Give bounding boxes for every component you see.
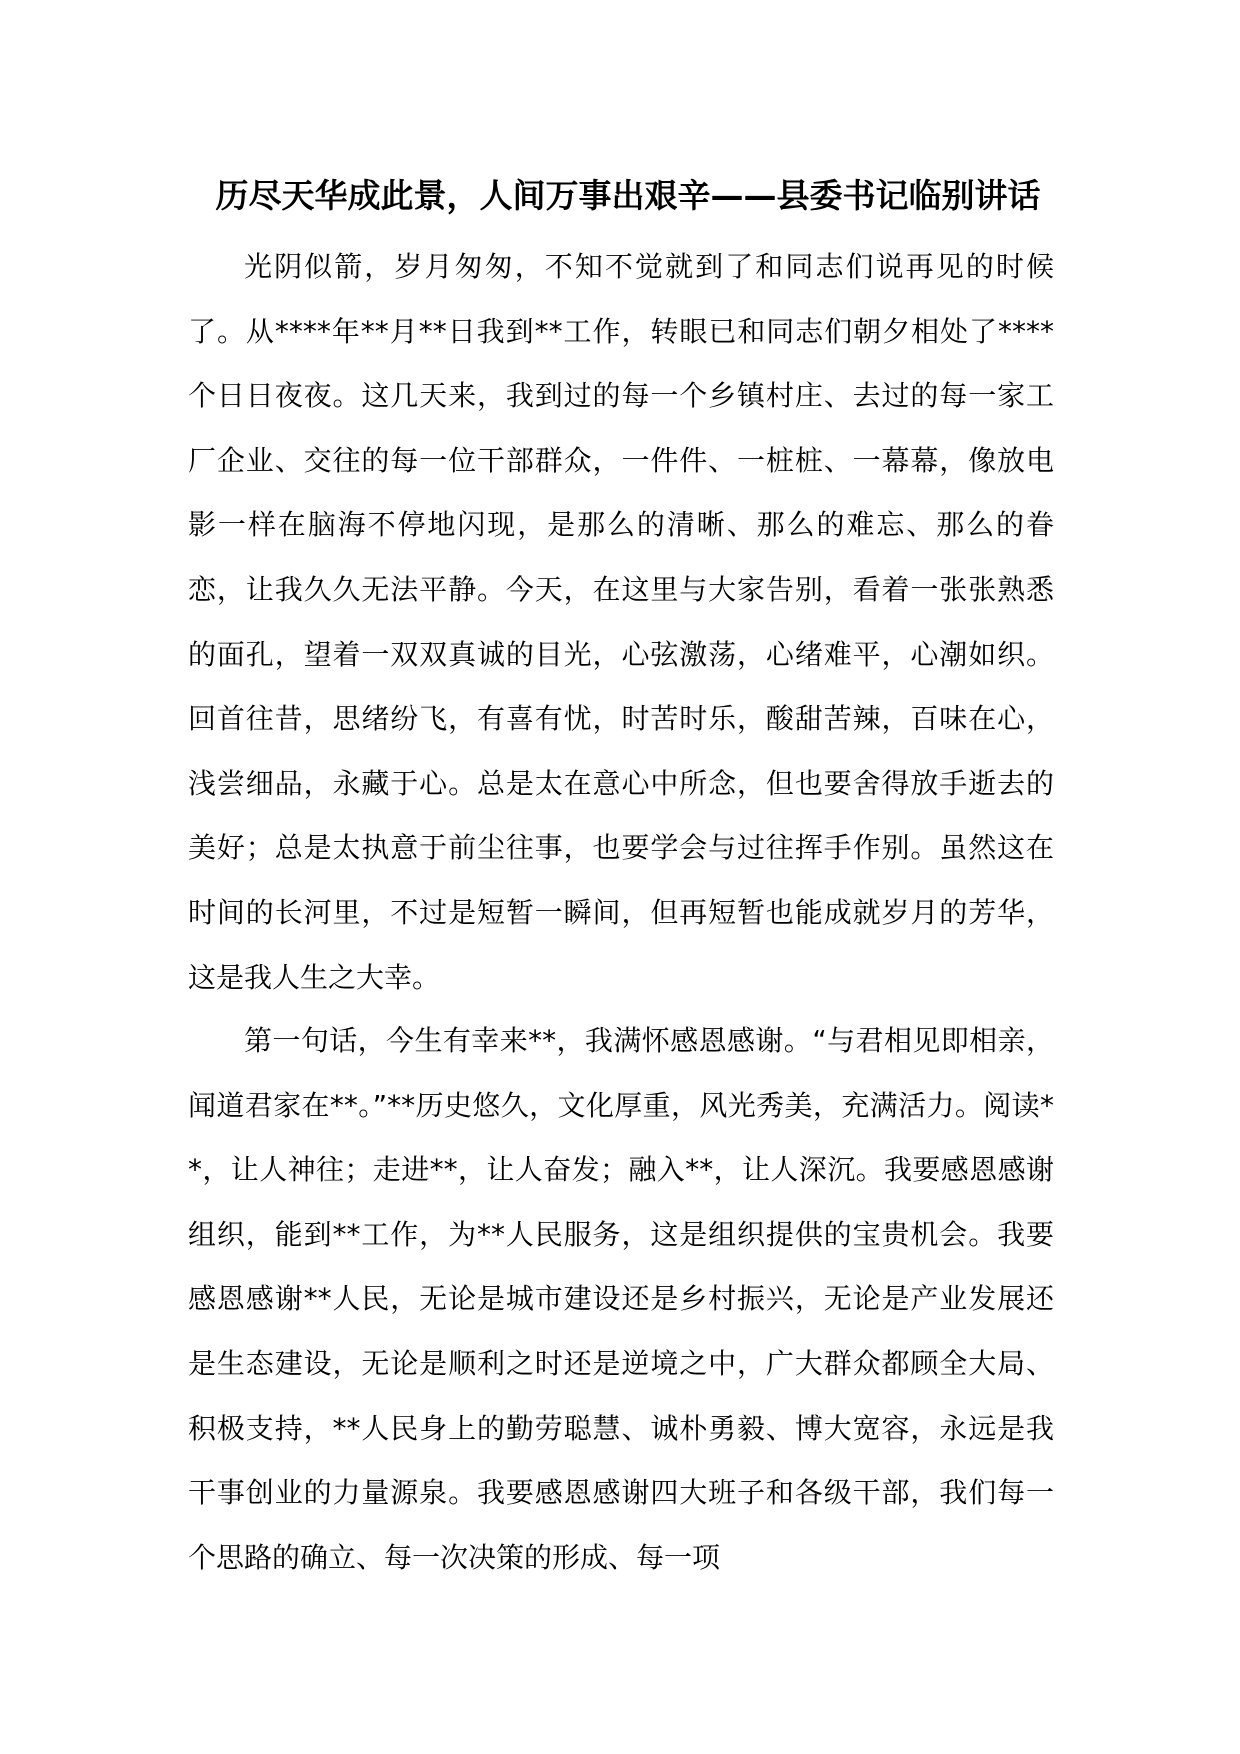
paragraph-1: 光阴似箭，岁月匆匆，不知不觉就到了和同志们说再见的时候了。从****年**月**日我到**工作，转眼已和同志们朝夕相处了****个日日夜夜。这几天来，我到过的每一个乡镇村庄、去过的每一家工厂企业、交往的每一位干部群众，一件件、一桩桩、一幕幕，像放电影一样在脑海不停地闪现，是那么的清晰、那么的难忘、那么的眷恋，让我久久无法平静。今天，在这里与大家告别，看着一张张熟悉的面孔，望着一双双真诚的目光，心弦激荡，心绪难平，心潮如织。回首往昔，思绪纷飞，有喜有忧，时苦时乐，酸甜苦辣，百味在心，浅尝细品，永藏于心。总是太在意心中所念，但也要舍得放手逝去的美好；总是太执意于前尘往事，也要学会与过往挥手作别。虽然这在时间的长河里，不过是短暂一瞬间，但再短暂也能成就岁月的芳华，这是我人生之大幸。 — [188, 250, 1054, 994]
document-title: 历尽天华成此景，人间万事出艰辛——县委书记临别讲话 — [215, 176, 1041, 215]
paragraph-2: 第一句话，今生有幸来**，我满怀感恩感谢。“与君相见即相亲，闻道君家在**。”**历史悠久，文化厚重，风光秀美，充满活力。阅读**，让人神往；走进**，让人奋发；融入**，让人深沉。我要感恩感谢组织，能到**工作，为**人民服务，这是组织提供的宝贵机会。我要感恩感谢**人民，无论是城市建设还是乡村振兴，无论是产业发展还是生态建设，无论是顺利之时还是逆境之中，广大群众都顾全大局、积极支持，**人民身上的勤劳聪慧、诚朴勇毅、博大宽容，永远是我干事创业的力量源泉。我要感恩感谢四大班子和各级干部，我们每一个思路的确立、每一次决策的形成、每一项 — [188, 1024, 1054, 1574]
